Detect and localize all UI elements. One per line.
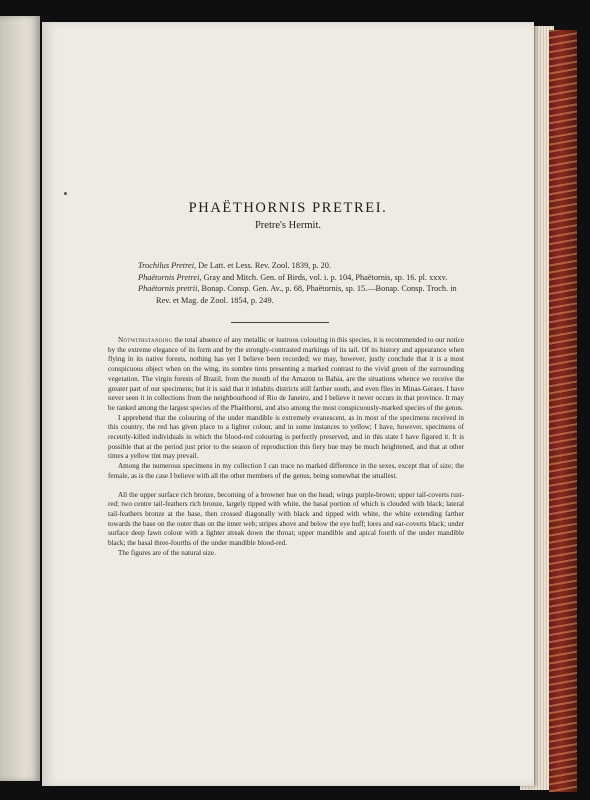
paragraph-text: the total absence of any metallic or lustrous colouring in this species, it is recommended to our notice by the extreme elegance of its form and by the strongly-contrasted markings of its tail. Of its history and appearance when flying in its native forests, nothing has yet I believe been recorded; we may, however, justly conclude that it is a most conspicuous object when on the wing, its sombre tints presenting a marked contrast to the vivid green of the surrounding vegetation. The virgin forests of Brazil, from the mouth of the Amazon to Bahia, are the situations whence we receive the greater part of our specimens; but it is said that it inhabits districts still farther south, and even flies in Minas-Geraes. I have never seen it in collections from the neighbourhood of Rio de Janeiro, and I believe it never occurs in that province. It may be ranked among the largest species of the Phaëthorni, and also among the most conspicuously-marked species of the genus. [108,336,464,412]
body-text [108,336,464,558]
synonym-reference: De Latt. et Less. Rev. Zool. 1839, p. 20. [196,261,332,270]
paragraph: Among the numerous specimens in my collection I can trace no marked difference in the sexes, except that of size; the female, as is the case I believe with all the other members of the genus, being somewhat the smallest. [108,462,464,480]
gilt-cover-edge [549,30,577,792]
synonym-name: Phaëtornis Pretrei, [138,272,202,282]
paragraph-lead: Notwithstanding [118,336,173,344]
divider-rule [231,322,329,323]
paragraph: The figures are of the natural size. [118,548,216,557]
facing-page-edge [0,16,40,781]
page-subtitle: Pretre's Hermit. [254,220,322,231]
page-title: PHAËTHORNIS PRETREI. [188,200,388,216]
synonym-reference: Gray and Mitch. Gen. of Birds, vol. i. p. 104, Phaëtornis, sp. 16. pl. xxxv. [201,272,448,282]
paragraph: I apprehend that the colouring of the under mandible is extremely evanescent, as in most of the specimens received in this country, the red has given place to a lighter colour, and in some instances to yellow; I have, however, specimens of recently-killed individuals in which the blood-red colouring is perfectly preserved, and in this state I have figured it. It is possible that at the period just prior to the season of reproduction this fiery hue may be much heightened, and that at other times a yellow tint may prevail. [108,413,464,461]
synonymy-list [120,260,460,306]
synonym-entry [138,283,460,306]
synonym-name: Phaëtornis pretrii, [138,284,200,293]
book-page [42,22,534,786]
page-mark [64,192,67,195]
paragraph [108,336,464,414]
synonym-reference: Bonap. Consp. Gen. Av., p. 68, Phaëtornis, sp. 15.—Bonap. Consp. Troch. in Rev. et Mag. de Zool. 1854, p. 249. [156,284,457,305]
description-paragraph: All the upper surface rich bronze, becoming of a browner hue on the head; wings purple-brown; upper tail-coverts rust-red; two centre tail-feathers rich bronze, largely tipped with white, the basal portion of which is clouded with black; lateral tail-feathers bronze at the base, then crossed diagonally with black and tipped with white, the white extending farther towards the base on the outer than on the inner web; stripes above and below the eye buff; lores and ear-coverts black; under surface deep fawn colour with a lighter streak down the throat; upper mandible and apical fourth of the under mandible black; the basal three-fourths of the under mandible blood-red. [108,490,464,548]
synonym-entry [138,260,460,272]
synonym-entry [138,272,460,284]
synonym-name: Trochilus Pretrei, [138,261,197,270]
